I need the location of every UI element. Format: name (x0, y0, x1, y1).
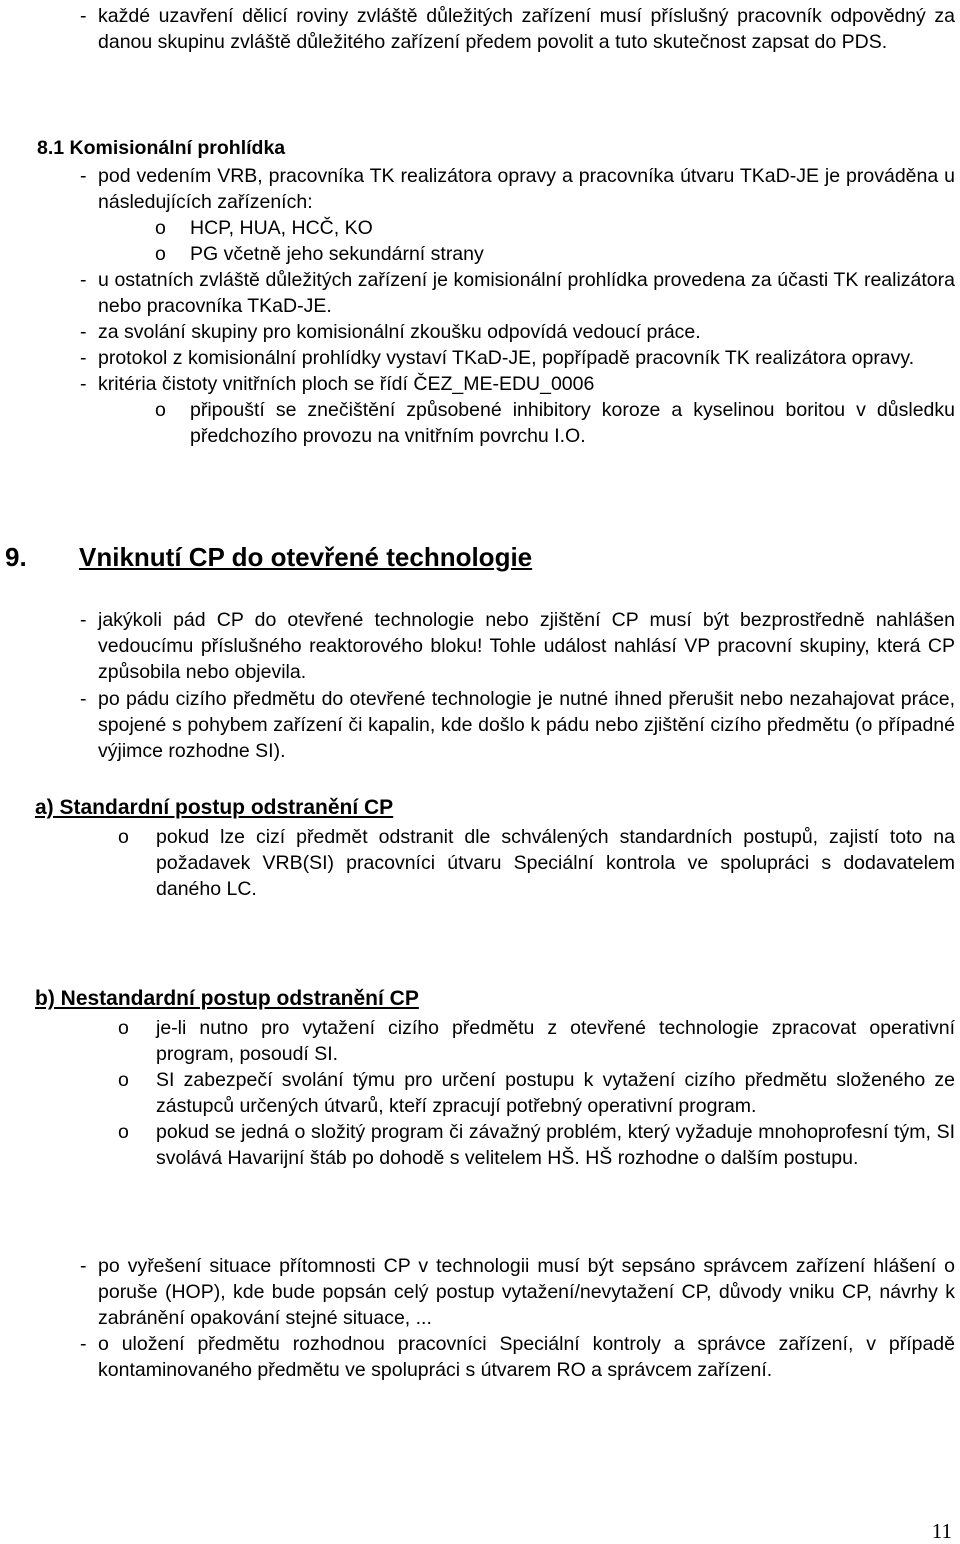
bullet-8-1-1: - pod vedením VRB, pracovníka TK realizátora opravy a pracovníka útvaru TKaD-JE je prováděna u následujících zařízeních: (0, 163, 960, 215)
bullet-8-1-2: - u ostatních zvláště důležitých zařízení je komisionální prohlídka provedena za účasti TK realizátora nebo pracovníka TKaD-JE. (0, 267, 960, 319)
section-9-body-2 (0, 686, 960, 764)
section-b-item-1: o je-li nutno pro vytažení cizího předmětu z otevřené technologie zpracovat operativní program, posoudí SI. (118, 1017, 955, 1065)
sub-item-1: o HCP, HUA, HCČ, KO (155, 217, 373, 239)
bullet-9-1: - jakýkoli pád CP do otevřené technologie nebo zjištění CP musí být bezprostředně nahlášen vedoucímu příslušného reaktorového bloku! Tohle událost nahlásí VP pracovní skupiny, která CP způsobila nebo objevila. (0, 607, 960, 685)
bullet-8-1-4: - protokol z komisionální prohlídky vystaví TKaD-JE, popřípadě pracovník TK realizátora opravy. (0, 345, 960, 371)
section-b-item-3: o pokud se jedná o složitý program či závažný problém, který vyžaduje mnohoprofesní tým, SI svolává Havarijní štáb po dohodě s velitelem HŠ. HŠ rozhodne o dalším postupu. (118, 1121, 955, 1169)
section-a-item: o pokud lze cizí předmět odstranit dle schválených standardních postupů, zajistí toto na požadavek VRB(SI) pracovníci útvaru Speciální kontrola ve spolupráci s dodavatelem daného LC. (118, 826, 955, 900)
section-b-title: b) Nestandardní postup odstranění CP (35, 987, 419, 1010)
section-a-body (0, 824, 960, 902)
section-8-1-title: 8.1 Komisionální prohlídka (37, 137, 286, 159)
page-number: 11 (931, 1519, 952, 1543)
section-8-1-body (0, 163, 960, 449)
sub-item-2: o PG včetně jeho sekundární strany (155, 243, 484, 265)
section-9-body (0, 607, 960, 685)
section-9-title: 9. Vniknutí CP do otevřené technologie (5, 542, 533, 572)
bullet-9-2: - po pádu cizího předmětu do otevřené technologie je nutné ihned přerušit nebo nezahajovat práce, spojené s pohybem zařízení či kapalin, kde došlo k pádu nebo zjištění cizího předmětu (o případné výjimce rozhodne SI). (0, 686, 960, 764)
section-a-title: a) Standardní postup odstranění CP (35, 796, 394, 819)
section-b-body (0, 1015, 960, 1171)
section-b-item-2: o SI zabezpečí svolání týmu pro určení postupu k vytažení cizího předmětu složeného ze zástupců určených útvarů, kteří zpracují potřebný operativní program. (118, 1069, 955, 1117)
sub-item-3: o připouští se znečištění způsobené inhibitory koroze a kyselinou boritou v důsledku předchozího provozu na vnitřním povrchu I.O. (155, 399, 955, 447)
bullet-8-1-5: - kritéria čistoty vnitřních ploch se řídí ČEZ_ME-EDU_0006 (0, 371, 960, 397)
final-bullets (0, 1253, 960, 1383)
bullet-final-2: - o uložení předmětu rozhodnou pracovníci Speciální kontroly a správce zařízení, v případě kontaminovaného předmětu ve spolupráci s útvarem RO a správcem zařízení. (0, 1331, 960, 1383)
bullet-final-1: - po vyřešení situace přítomnosti CP v technologii musí být sepsáno správcem zařízení hlášení o poruše (HOP), kde bude popsán celý postup vytažení/nevytažení CP, důvody vniku CP, návrhy k zabránění opakování stejné situace, ... (0, 1253, 960, 1331)
bullet-top: - každé uzavření dělicí roviny zvláště důležitých zařízení musí příslušný pracovník odpovědný za danou skupinu zvláště důležitého zařízení předem povolit a tuto skutečnost zapsat do PDS. (0, 3, 960, 55)
top-bullet-block (0, 3, 960, 55)
bullet-8-1-3: - za svolání skupiny pro komisionální zkoušku odpovídá vedoucí práce. (0, 319, 960, 345)
